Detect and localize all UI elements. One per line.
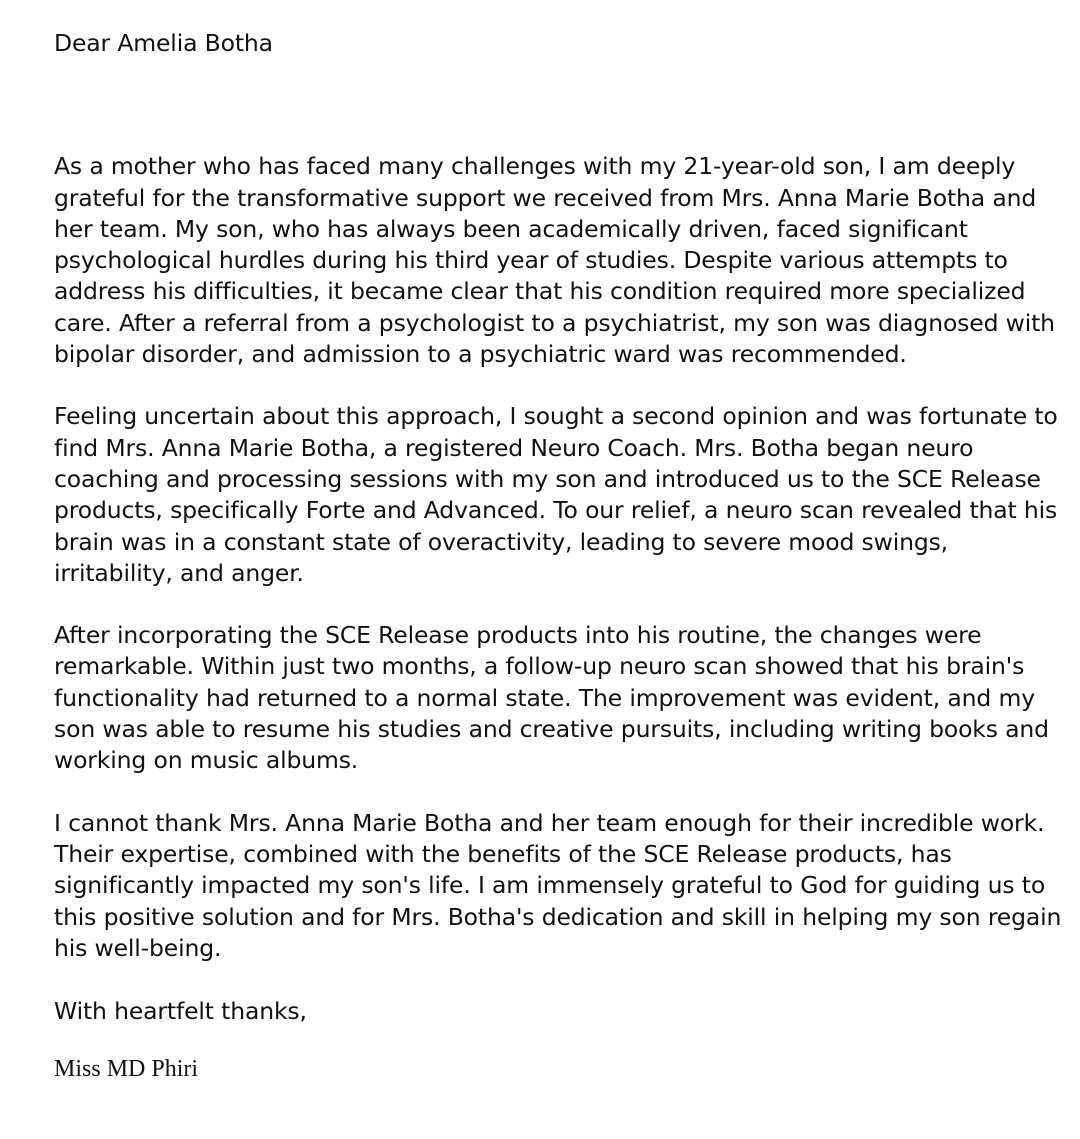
letter-paragraph-3: After incorporating the SCE Release products into his routine, the changes were remarkable. Within just two months, a follow-up neuro scan showed that his brain's functionality had returned to a normal state. The improvement was evident, and my son was able to resume his studies and creative pursuits, including writing books and working on music albums. xyxy=(54,621,1049,775)
letter-greeting: Dear Amelia Botha xyxy=(54,29,273,57)
letter-paragraph-4: I cannot thank Mrs. Anna Marie Botha and her team enough for their incredible work. Their expertise, combined with the benefits of the SCE Release products, has significantly impacted my son's life. I am immensely grateful to God for guiding us to this positive solution and for Mrs. Botha's dedication and skill in helping my son regain his well-being. xyxy=(54,808,1062,962)
letter-signature: Miss MD Phiri xyxy=(54,1056,199,1083)
letter-paragraph-2: Feeling uncertain about this approach, I sought a second opinion and was fortunate to find Mrs. Anna Marie Botha, a registered Neuro Coach. Mrs. Botha began neuro coaching and processing sessions with my son and introduced us to the SCE Release products, specifically Forte and Advanced. To our relief, a neuro scan revealed that his brain was in a constant state of overactivity, leading to severe mood swings, irritability, and anger. xyxy=(54,402,1058,587)
letter-paragraph-1: As a mother who has faced many challenges with my 21-year-old son, I am deeply grateful for the transformative support we received from Mrs. Anna Marie Botha and her team. My son, who has always been academically driven, faced significant psychological hurdles during his third year of studies. Despite various attempts to address his difficulties, it became clear that his condition required more specialized care. After a referral from a psychologist to a psychiatrist, my son was diagnosed with bipolar disorder, and admission to a psychiatric ward was recommended. xyxy=(54,152,1055,369)
letter-body xyxy=(54,28,1064,1083)
letter-closing: With heartfelt thanks, xyxy=(54,997,307,1026)
